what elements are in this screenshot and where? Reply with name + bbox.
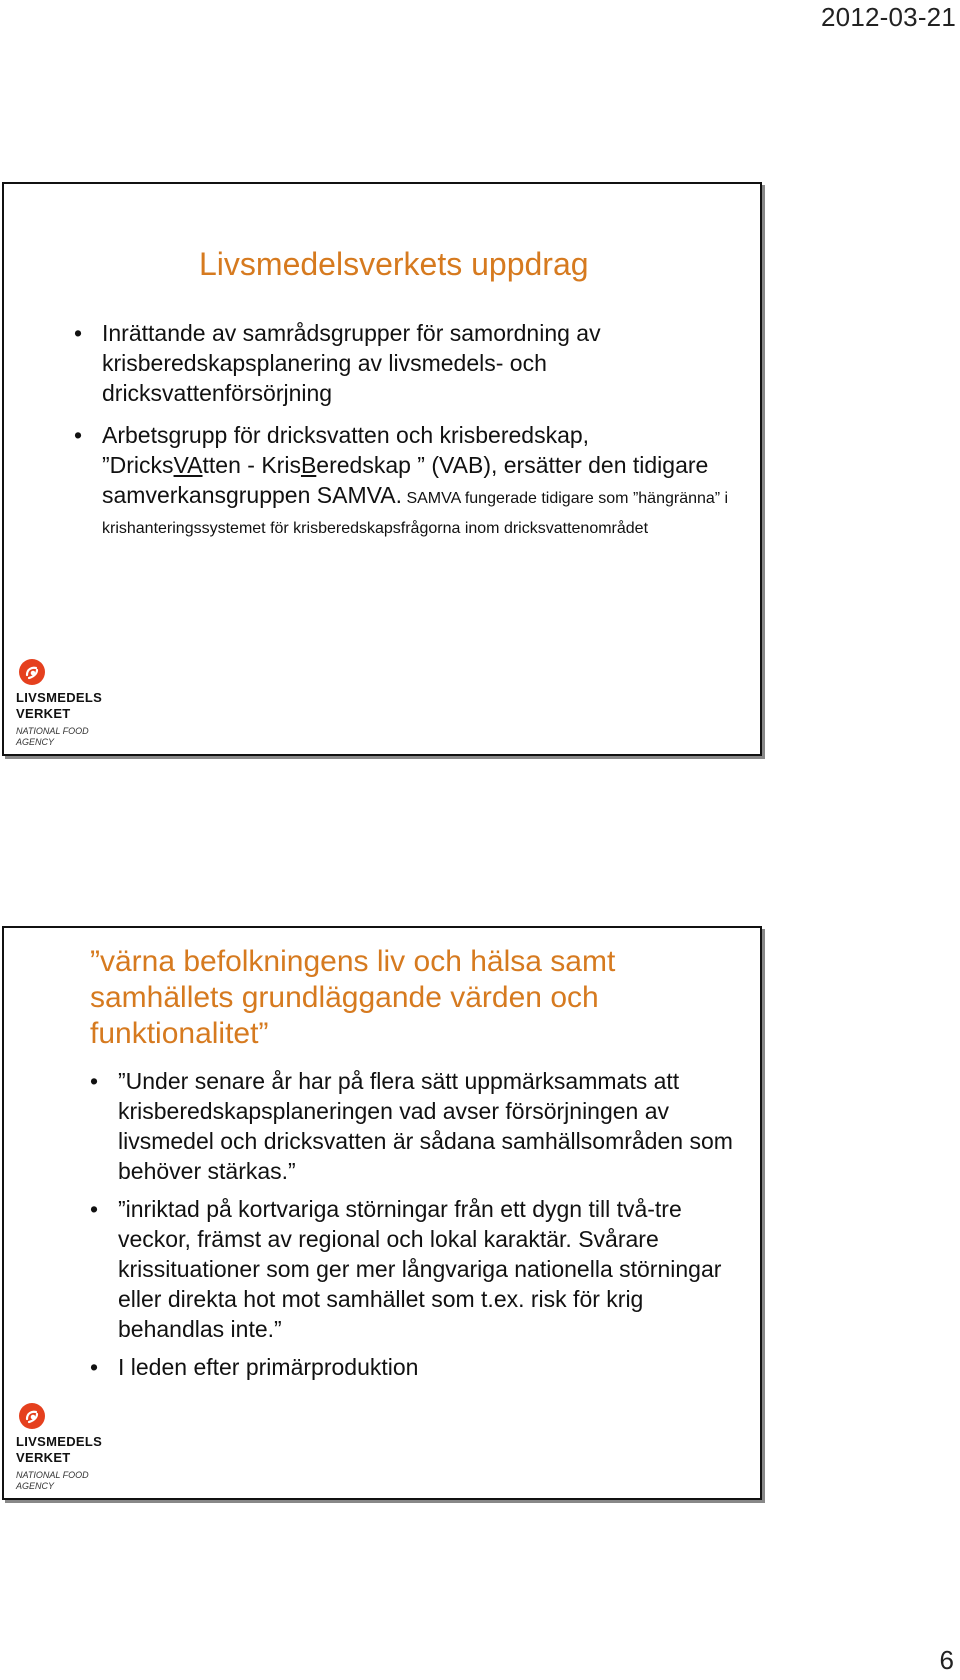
slide-2-bullet-list bbox=[90, 1066, 750, 1390]
slide-2-title: ”värna befolkningens liv och hälsa samt samhällets grundläggande värden och funktionalitet” bbox=[90, 945, 616, 1050]
samva-note: SAMVA fungerade tidigare som ”hängränna” i krishanteringssystemet för krisberedskapsfrågorna inom dricksvattenområdet bbox=[102, 490, 729, 537]
page-date: 2012-03-21 bbox=[821, 2, 956, 32]
list-item: • ”Under senare år har på flera sätt uppmärksammats att krisberedskapsplaneringen vad avser försörjningen av livsmedel och dricksvatten är sådana samhällsområden som behöver stärkas.” bbox=[90, 1066, 750, 1186]
slide-1 bbox=[2, 182, 762, 756]
slide-1-title: Livsmedelsverkets uppdrag bbox=[199, 246, 589, 282]
list-item: • Arbetsgrupp för dricksvatten och krisberedskap, ”DricksVAtten - KrisBeredskap ” (VAB), ersätter den tidigare samverkansgruppen SAMVA. SAMVA fungerade tidigare som ”hängränna” i krishanteringssystemet för krisberedskapsfrågorna inom dricksvattenområdet bbox=[74, 420, 734, 540]
livsmedelsverket-logo-icon bbox=[18, 1402, 46, 1430]
slide-1-bullet-list bbox=[74, 318, 734, 552]
slide-2 bbox=[2, 926, 762, 1500]
livsmedelsverket-logo-icon bbox=[18, 658, 46, 686]
list-item: • ”inriktad på kortvariga störningar från ett dygn till två-tre veckor, främst av regional och lokal karaktär. Svårare krissituationer som ger mer långvariga nationella störningar eller direkta hot mot samhället som t.ex. risk för krig behandlas inte.” bbox=[90, 1194, 750, 1344]
list-item: • Inrättande av samrådsgrupper för samordning av krisberedskapsplanering av livsmedels- och dricksvattenförsörjning bbox=[74, 318, 734, 408]
agency-logo: LIVSMEDELS VERKET NATIONAL FOOD AGENCY bbox=[16, 658, 96, 748]
agency-logo: LIVSMEDELS VERKET NATIONAL FOOD AGENCY bbox=[16, 1402, 96, 1492]
page-number: 6 bbox=[939, 1645, 954, 1675]
list-item: • I leden efter primärproduktion bbox=[90, 1352, 750, 1382]
